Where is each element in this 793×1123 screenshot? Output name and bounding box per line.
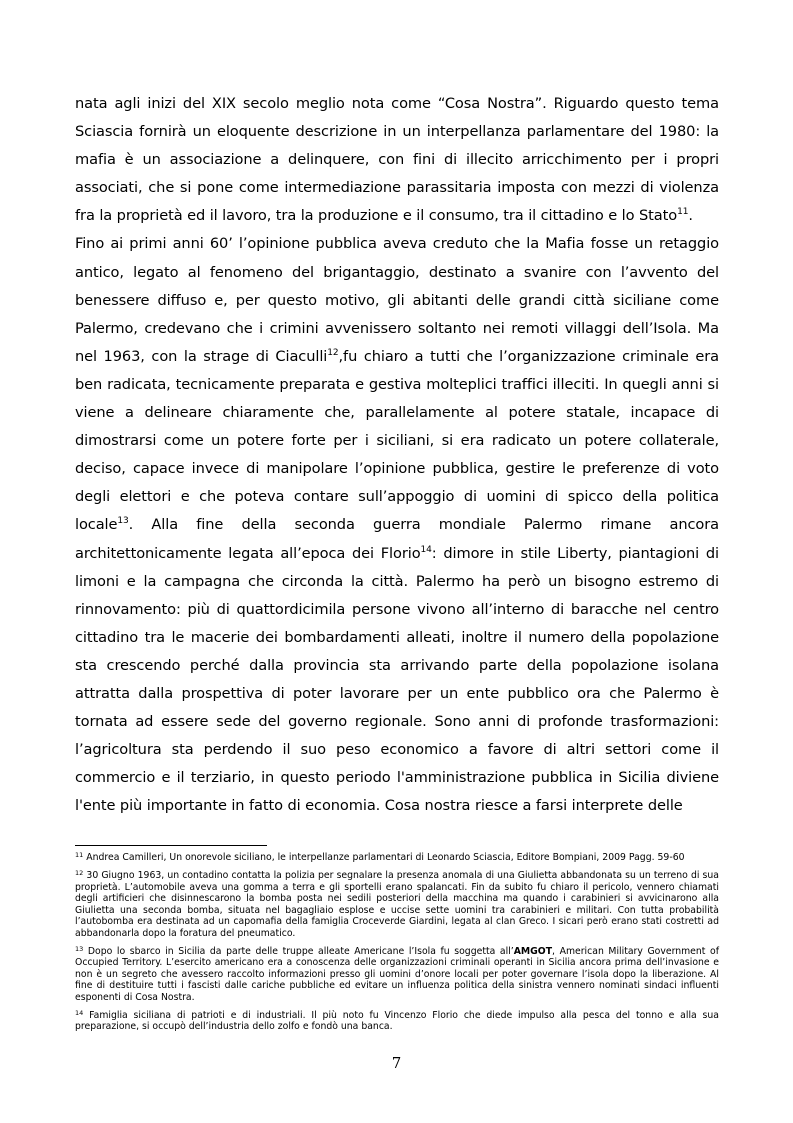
paragraph-2-text-b: ,fu chiaro a tutti che l’organizzazione criminale era ben radicata, tecnicamente preparata e gestiva molteplici traffici illeciti. In quegli anni si viene a delineare chiaramente che, parallelamente al potere statale, incapace di dimostrarsi come un potere forte per i siciliani, si era radicato un potere collaterale, deciso, capace invece di manipolare l’opinione pubblica, gestire le preferenze di voto degli elettori e che poteva contare sull’appoggio di uomini di spicco della politica locale [75,347,719,534]
footnote-text-continued: , American Military Government of Occupied Territory. L’esercito americano era a conoscenza delle organizzazioni criminali operanti in Sicilia ancora prima dell’invasione e non è un segreto che avessero raccolto informazioni presso gli uomini d’onore locali per poter governare l’isola dopo la liberazione. Al fine di destituire tutti i fascisti dalle cariche pubbliche ed evitare un influenza politica della sinistra vennero nominati sindaci influenti esponenti di Cosa Nostra. [75,945,719,1003]
footnote-number: 14 [75,1008,84,1017]
footnote-12 [75,870,719,939]
paragraph-2-text-d: : dimore in stile Liberty, piantagioni di limoni e la campagna che circonda la città. Palermo ha però un bisogno estremo di rinnovamento: più di quattordicimila persone vivono all’interno di baracche nel centro cittadino tra le macerie dei bombardamenti alleati, inoltre il numero della popolazione sta crescendo perché dalla provincia sta arrivando parte della popolazione isolana attratta dalla prospettiva di poter lavorare per un ente pubblico ora che Palermo è tornata ad essere sede del governo regionale. Sono anni di profonde trasformazioni: l’agricoltura sta perdendo il suo peso economico a favore di altri settori come il commercio e il terziario, in questo periodo l'amministrazione pubblica in Sicilia diviene l'ente più importante in fatto di economia. Cosa nostra riesce a farsi interprete delle [75,544,720,815]
footnote-number: 13 [75,944,84,953]
footnote-ref-12[interactable]: 12 [327,347,339,358]
paragraph-1-text: nata agli inizi del XIX secolo meglio nota come “Cosa Nostra”. Riguardo questo tema Sciascia fornirà un eloquente descrizione in un interpellanza parlamentare del 1980: la mafia è un associazione a delinquere, con fini di illecito arricchimento per i propri associati, che si pone come intermediazione parassitaria imposta con mezzi di violenza fra la proprietà ed il lavoro, tra la produzione e il consumo, tra il cittadino e lo Stato [75,95,719,225]
footnote-text: Dopo lo sbarco in Sicilia da parte delle truppe alleate Americane l’Isola fu soggetta all’ [87,945,514,957]
footnote-14 [75,1010,719,1033]
main-text [75,90,719,820]
footnote-divider [75,845,267,846]
footnote-text: 30 Giugno 1963, un contadino contatta la polizia per segnalare la presenza anomala di una Giulietta abbandonata su un terreno di sua proprietà. L’automobile aveva una gomma a terra e gli sportelli erano spalancati. Fin da subito fu chiaro il pericolo, vennero chiamati degli artificieri che disinnescarono la bomba posta nei sedili posteriori della macchina ma quando i carabinieri si avvicinarono alla Giulietta una seconda bomba, situata nel bagagliaio esplose e uccise sette uomini tra carabinieri e militari. Con tutta probabilità l’autobomba era destinata ad un capomafia della famiglia Croceverde Giardini, legata al clan Greco. I sicari però erano stati costretti ad abbandonarla dopo la foratura del pneumatico. [75,870,719,939]
paragraph-1: nata agli inizi del XIX secolo meglio nota come “Cosa Nostra”. Riguardo questo tema Sciascia fornirà un eloquente descrizione in un interpellanza parlamentare del 1980: la mafia è un associazione a delinquere, con fini di illecito arricchimento per i propri associati, che si pone come intermediazione parassitaria imposta con mezzi di violenza fra la proprietà ed il lavoro, tra la produzione e il consumo, tra il cittadino e lo Stato$^{11}$. [75,95,719,225]
footnote-number: 12 [75,869,84,877]
footnote-ref-11[interactable]: 11 [677,207,689,218]
paragraph-2-text-c: . Alla fine della seconda guerra mondiale Palermo rimane ancora architettonicamente legata all’epoca dei Florio [75,516,719,562]
footnote-13 [75,946,719,1004]
footnote-ref-14[interactable]: 14 [420,544,432,555]
footnote-text: Andrea Camilleri, Un onorevole siciliano, le interpellanze parlamentari di Leonardo Sciascia, Editore Bompiani, 2009 Pagg. 59-60 [86,852,685,863]
footnote-text: Famiglia siciliana di patrioti e di industriali. Il più noto fu Vincenzo Florio che diede impulso alla pesca del tonno e alla sua preparazione, si occupò dell’industria dello zolfo e fondò una banca. [75,1009,719,1032]
footnotes [75,852,719,1039]
footnote-ref-13[interactable]: 13 [117,516,129,527]
paragraph-2 [75,230,719,820]
footnote-number: 11 [75,851,84,859]
footnote-acronym: AMGOT [513,945,553,957]
paragraph-2-text-a: Fino ai primi anni 60’ l’opinione pubblica aveva creduto che la Mafia fosse un retaggio antico, legato al fenomeno del brigantaggio, destinato a svanire con l’avvento del benessere diffuso e, per questo motivo, gli abitanti delle grandi città siciliane come Palermo, credevano che i crimini avvenissero soltanto nei remoti villaggi dell’Isola. Ma nel 1963, con la strage di Ciaculli [75,235,719,365]
footnote-11 [75,852,719,864]
page-number: 7 [391,1054,402,1072]
